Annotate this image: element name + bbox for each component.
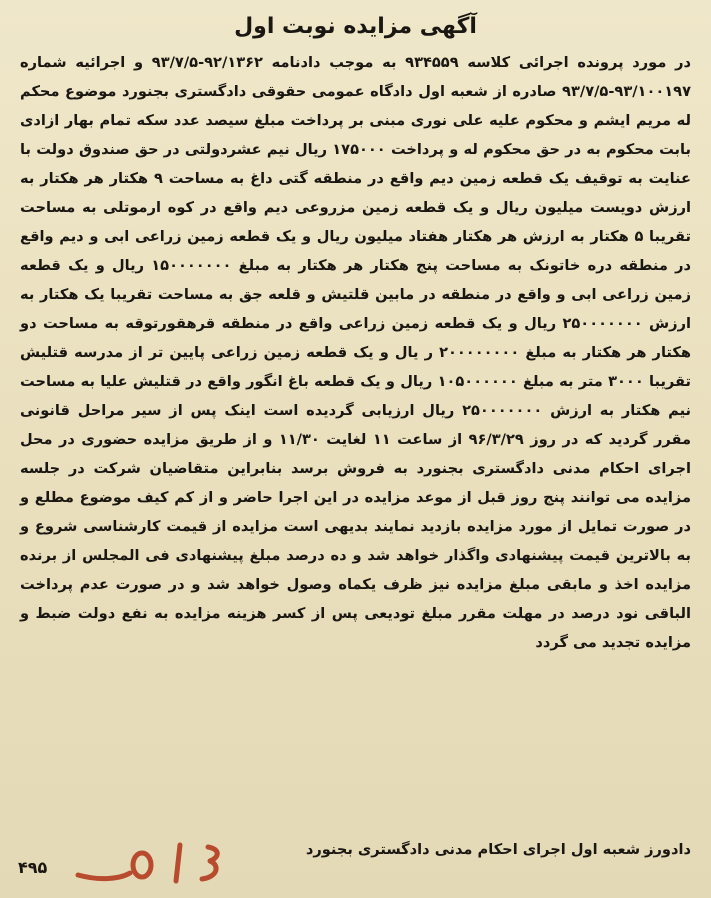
- notice-title: آگهی مزایده نوبت اول: [234, 14, 477, 39]
- page-number: ۴۹۵: [18, 858, 48, 877]
- notice-body: در مورد پرونده اجرائی کلاسه ۹۳۴۵۵۹ به موجب دادنامه ۹۲/۱۳۶۲-۹۳/۷/۵ و اجرائیه شماره ۹۳/۱۰۰۱۹۷-۹۳/۷/۵ صادره از شعبه اول دادگاه عمومی حقوقی دادگستری بجنورد موضوع محکم له مریم ایشم و محکوم علیه علی نوری مبنی بر پرداخت مبلغ سیصد عدد سکه تمام بهار ازادی بابت محکوم به در حق محکوم له و پرداخت ۱۷۵۰۰۰ ریال نیم عشردولتی در حق صندوق دولت با عنایت به توقیف یک قطعه زمین دیم واقع در منطقه گتی داغ به مساحت ۹ هکتار هر هکتار به ارزش دویست میلیون ریال و یک قطعه زمین مزروعی دیم واقع در کوه ارموتلی به مساحت تقریبا ۵ هکتار به ارزش هر هکتار هفتاد میلیون ریال و یک قطعه زمین زراعی ابی و دیم واقع در منطقه دره خاتونک به مساحت پنج هکتار هر هکتار به مبلغ ۱۵۰۰۰۰۰۰۰ ریال و یک قطعه زمین زراعی ابی و واقع در منطقه در مابین قلتیش و قلعه جق به مساحت تقریبا یک هکتار به ارزش ۲۵۰۰۰۰۰۰۰ ریال و یک قطعه زمین زراعی واقع در منطقه قرهقورتوقه به مساحت دو هکتار هر هکتار به مبلغ ۲۰۰۰۰۰۰۰۰ ر یال و یک قطعه زمین زراعی پایین تر از مدرسه قتلیش تقریبا ۳۰۰۰ متر به مبلغ ۱۰۵۰۰۰۰۰۰ ریال و یک قطعه باغ انگور واقع در قتلیش علیا به مساحت نیم هکتار به ارزش ۲۵۰۰۰۰۰۰۰ ریال ارزیابی گردیده است اینک پس از سیر مراحل قانونی مقرر گردید که در روز ۹۶/۳/۲۹ از ساعت ۱۱ لغایت ۱۱/۳۰ و از طریق مزایده حضوری در محل اجرای احکام مدنی دادگستری بجنورد به فروش برسد بنابراین متقاضیان شرکت در جلسه مزایده می توانند پنج روز قبل از موعد مزایده در این اجرا حاضر و از کم کیف موضوع مطلع و در صورت تمایل از مورد مزایده بازدید نمایند بدیهی است مزایده از قیمت کارشناسی شروع و به بالاترین قیمت پیشنهادی واگذار خواهد شد و ده درصد مبلغ پیشنهادی فی المجلس از برنده مزایده اخذ و مابقی مبلغ مزایده نیز ظرف یکماه وصول خواهد شد و در صورت عدم پرداخت الباقی نود درصد در مهلت مقرر مبلغ تودیعی پس از کسر هزینه مزایده به نفع دولت ضبط و مزایده تجدید می گردد: [20, 54, 692, 651]
- notice-signature: دادورز شعبه اول اجرای احکام مدنی دادگستری بجنورد: [305, 841, 691, 858]
- handwritten-note: [70, 835, 230, 890]
